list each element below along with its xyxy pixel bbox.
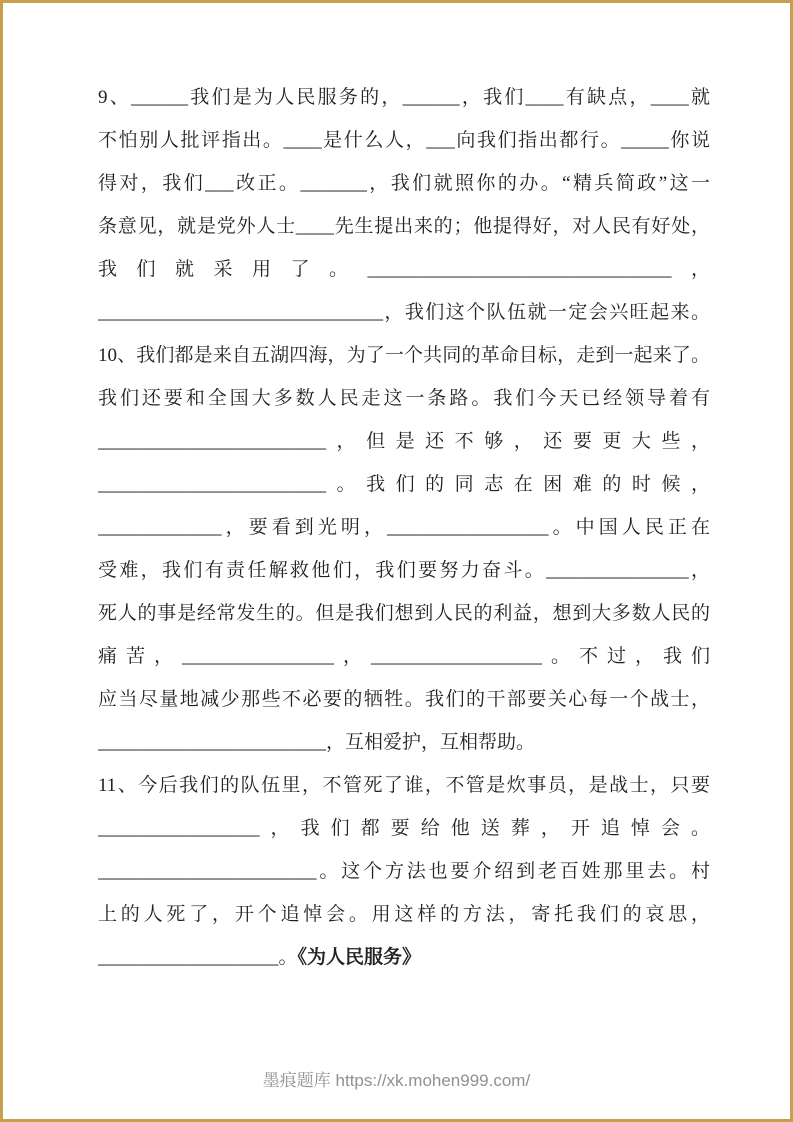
text-line: _______________________。这个方法也要介绍到老百姓那里去。村 <box>98 861 710 882</box>
line-segment: ___________________。 <box>98 947 298 968</box>
text-line: ________________________，互相爱护，互相帮助。 <box>98 732 536 753</box>
text-line: ________________________，但是还不够，还要更大些， <box>98 431 710 452</box>
worksheet-body <box>98 76 710 979</box>
text-line: 上的人死了，开个追悼会。用这样的方法，寄托我们的哀思， <box>98 904 710 925</box>
text-line: ______________________________，我们这个队伍就一定会兴旺起来。 <box>98 302 710 323</box>
text-line: 应当尽量地减少那些不必要的牺牲。我们的干部要关心每一个战士， <box>98 689 710 710</box>
text-line: _____________，要看到光明，_________________。中国人民正在 <box>98 517 710 538</box>
text-line: 我们就采用了。________________________________， <box>98 259 710 280</box>
text-line <box>98 936 710 979</box>
text-line: 11、今后我们的队伍里，不管死了谁，不管是炊事员，是战士，只要 <box>98 775 710 796</box>
question-10 <box>98 334 710 764</box>
text-line: 我们还要和全国大多数人民走这一条路。我们今天已经领导着有 <box>98 388 710 409</box>
text-line: 9、______我们是为人民服务的，______，我们____有缺点，____就 <box>98 87 710 108</box>
text-line: 痛苦，________________，__________________。不过，我们 <box>98 646 710 667</box>
question-11 <box>98 764 710 979</box>
watermark-url: https://xk.mohen999.com/ <box>335 1071 531 1090</box>
text-line: 死人的事是经常发生的。但是我们想到人民的利益，想到大多数人民的 <box>98 603 710 624</box>
text-line: 10、我们都是来自五湖四海，为了一个共同的革命目标，走到一起来了。 <box>98 345 710 366</box>
question-9 <box>98 76 710 334</box>
text-line: 得对，我们___改正。_______，我们就照你的办。“精兵简政”这一 <box>98 173 710 194</box>
watermark-footer <box>3 1069 790 1093</box>
text-line: 不怕别人批评指出。____是什么人，___向我们指出都行。_____你说 <box>98 130 710 151</box>
text-line: _________________，我们都要给他送葬，开追悼会。 <box>98 818 710 839</box>
text-line: 条意见，就是党外人士____先生提出来的；他提得好，对人民有好处， <box>98 216 710 237</box>
bold-source-title: 《为人民服务》 <box>297 947 422 968</box>
text-line: 受难，我们有责任解救他们，我们要努力奋斗。_______________， <box>98 560 710 581</box>
watermark-site-name: 墨痕题库 <box>262 1071 331 1090</box>
text-line: ________________________。我们的同志在困难的时候， <box>98 474 710 495</box>
